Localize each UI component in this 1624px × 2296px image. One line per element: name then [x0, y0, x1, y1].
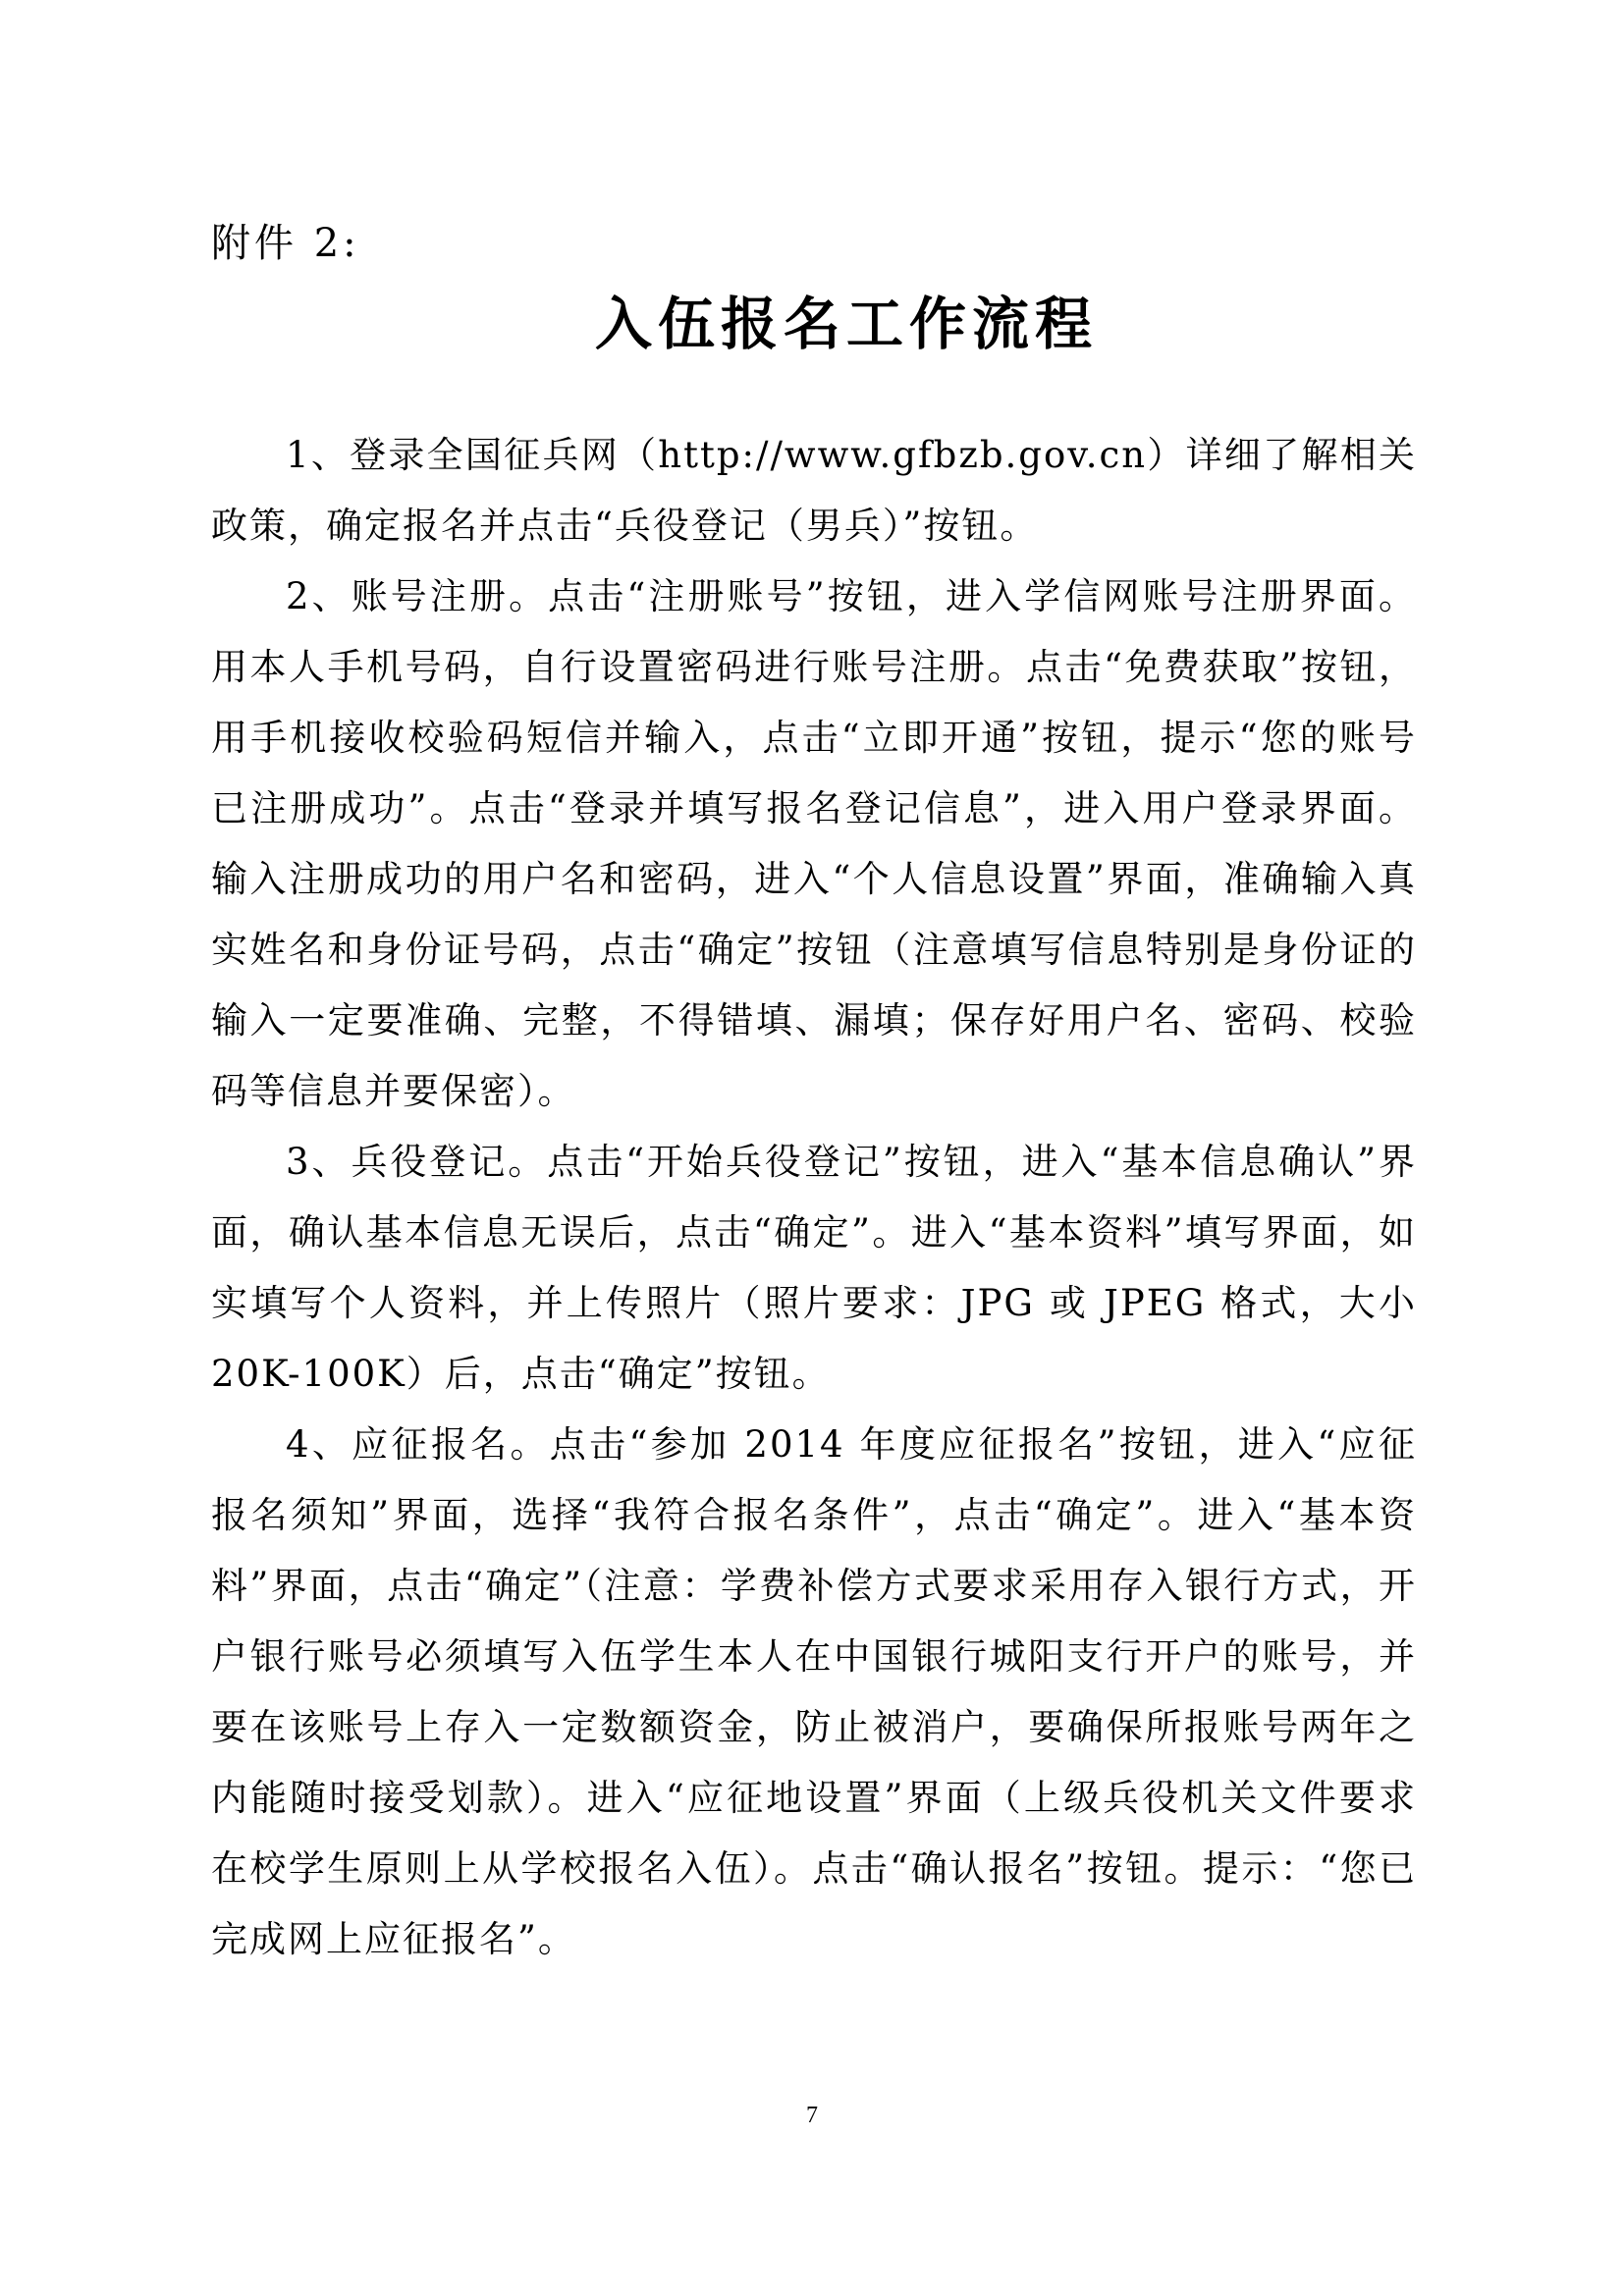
page-number: 7 — [806, 2103, 818, 2128]
step-2-paragraph: 2、账号注册。点击“注册账号”按钮，进入学信网账号注册界面。用本人手机号码，自行设置密码进行账号注册。点击“免费获取”按钮，用手机接收校验码短信并输入，点击“立即开通”按钮，提示“您的账号已注册成功”。点击“登录并填写报名登记信息”，进入用户登录界面。输入注册成功的用户名和密码，进入“个人信息设置”界面，准确输入真实姓名和身份证号码，点击“确定”按钮（注意填写信息特别是身份证的输入一定要准确、完整，不得错填、漏填；保存好用户名、密码、校验码等信息并要保密）。 — [211, 575, 1417, 1112]
document-body — [211, 420, 1417, 1975]
document-title: 入伍报名工作流程 — [594, 291, 1098, 357]
step-4-paragraph: 4、应征报名。点击“参加 2014 年度应征报名”按钮，进入“应征报名须知”界面，选择“我符合报名条件”，点击“确定”。进入“基本资料”界面，点击“确定”（注意：学费补偿方式要求采用存入银行方式，开户银行账号必须填写入伍学生本人在中国银行城阳支行开户的账号，并要在该账号上存入一定数额资金，防止被消户，要确保所报账号两年之内能随时接受划款）。进入“应征地设置”界面（上级兵役机关文件要求在校学生原则上从学校报名入伍）。点击“确认报名”按钮。提示：“您已完成网上应征报名”。 — [211, 1423, 1417, 1960]
step-3-paragraph: 3、兵役登记。点击“开始兵役登记”按钮，进入“基本信息确认”界面，确认基本信息无误后，点击“确定”。进入“基本资料”填写界面，如实填写个人资料，并上传照片（照片要求：JPG 或 JPEG 格式，大小 20K-100K）后，点击“确定”按钮。 — [211, 1141, 1417, 1395]
attachment-label: 附件 2: — [211, 221, 360, 266]
step-1-paragraph: 1、登录全国征兵网（http://www.gfbzb.gov.cn）详细了解相关政策，确定报名并点击“兵役登记（男兵）”按钮。 — [211, 434, 1417, 547]
